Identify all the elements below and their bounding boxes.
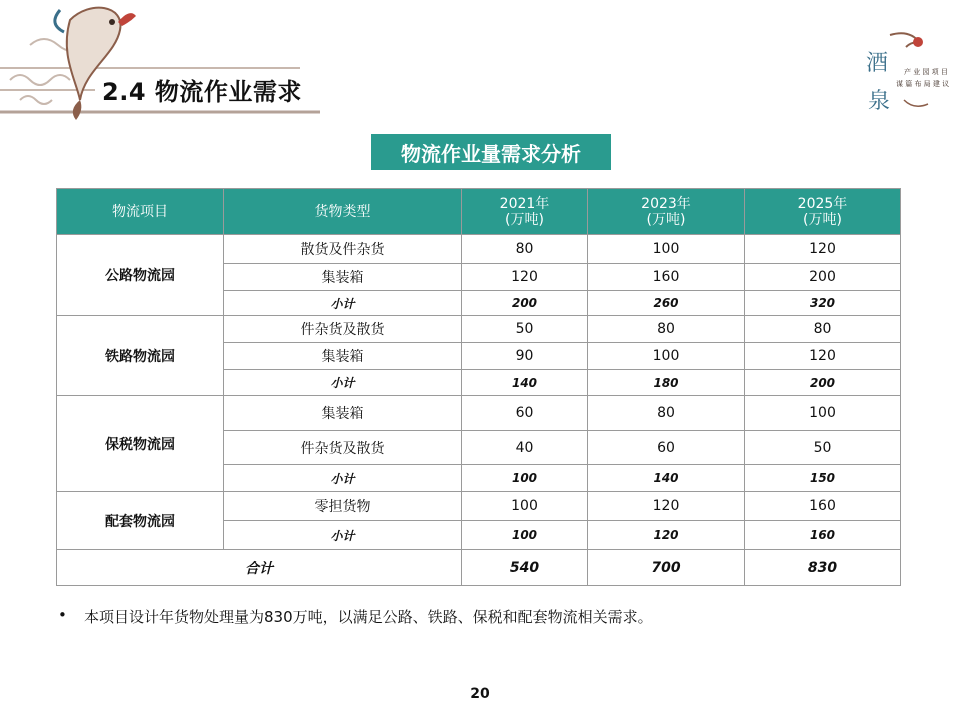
value-cell: 120 [462,264,588,291]
park-cell: 保税物流园 [57,396,224,492]
table-row [57,492,901,521]
value-cell: 140 [588,465,745,492]
slide-title: 2.4 物流作业需求 [102,78,302,106]
svg-text:谋 篇 布 局 建 议: 谋 篇 布 局 建 议 [896,80,950,88]
value-cell: 200 [462,291,588,316]
cargo-cell: 散货及件杂货 [224,235,462,264]
value-cell: 80 [588,396,745,431]
cargo-cell: 集装箱 [224,264,462,291]
value-cell: 120 [745,235,901,264]
svg-text:酒: 酒 [866,51,889,76]
header-2025: 2025年 (万吨) [745,189,901,235]
value-cell: 60 [462,396,588,431]
summary-text: 本项目设计年货物处理量为830万吨，以满足公路、铁路、保税和配套物流相关需求。 [84,608,653,626]
value-cell: 140 [462,370,588,396]
table-row [57,316,901,343]
total-row [57,550,901,586]
value-cell: 100 [462,492,588,521]
logistics-demand-table [56,188,901,586]
value-cell: 120 [588,492,745,521]
value-cell: 120 [745,343,901,370]
value-cell: 120 [588,521,745,550]
total-value: 540 [462,550,588,586]
value-cell: 40 [462,431,588,465]
header-2023: 2023年 (万吨) [588,189,745,235]
cargo-cell: 件杂货及散货 [224,316,462,343]
cargo-cell: 集装箱 [224,396,462,431]
cargo-cell: 件杂货及散货 [224,431,462,465]
svg-text:泉: 泉 [868,89,891,114]
value-cell: 100 [462,521,588,550]
value-cell: 90 [462,343,588,370]
subtotal-label: 小计 [224,370,462,396]
value-cell: 180 [588,370,745,396]
svg-text:产 业 园 项 目: 产 业 园 项 目 [904,68,948,76]
park-cell: 公路物流园 [57,235,224,316]
subtotal-label: 小计 [224,465,462,492]
bullet-marker: • [58,606,67,624]
value-cell: 260 [588,291,745,316]
table-header-row [57,189,901,235]
table-row [57,396,901,431]
value-cell: 320 [745,291,901,316]
value-cell: 100 [588,343,745,370]
value-cell: 80 [588,316,745,343]
total-value: 830 [745,550,901,586]
value-cell: 100 [588,235,745,264]
table-caption: 物流作业量需求分析 [371,134,611,170]
value-cell: 200 [745,264,901,291]
value-cell: 60 [588,431,745,465]
park-cell: 铁路物流园 [57,316,224,396]
table-row [57,235,901,264]
header-2021: 2021年 (万吨) [462,189,588,235]
header-cargo-type: 货物类型 [224,189,462,235]
value-cell: 160 [745,521,901,550]
value-cell: 200 [745,370,901,396]
value-cell: 160 [588,264,745,291]
value-cell: 100 [462,465,588,492]
page-number: 20 [470,686,490,702]
header-project: 物流项目 [57,189,224,235]
cargo-cell: 集装箱 [224,343,462,370]
value-cell: 50 [462,316,588,343]
total-value: 700 [588,550,745,586]
value-cell: 160 [745,492,901,521]
logo-seal [860,30,950,130]
summary-bullet [58,606,653,627]
value-cell: 80 [745,316,901,343]
park-cell: 配套物流园 [57,492,224,550]
value-cell: 50 [745,431,901,465]
cargo-cell: 零担货物 [224,492,462,521]
value-cell: 100 [745,396,901,431]
subtotal-label: 小计 [224,521,462,550]
subtotal-label: 小计 [224,291,462,316]
value-cell: 150 [745,465,901,492]
total-label: 合计 [57,550,462,586]
value-cell: 80 [462,235,588,264]
